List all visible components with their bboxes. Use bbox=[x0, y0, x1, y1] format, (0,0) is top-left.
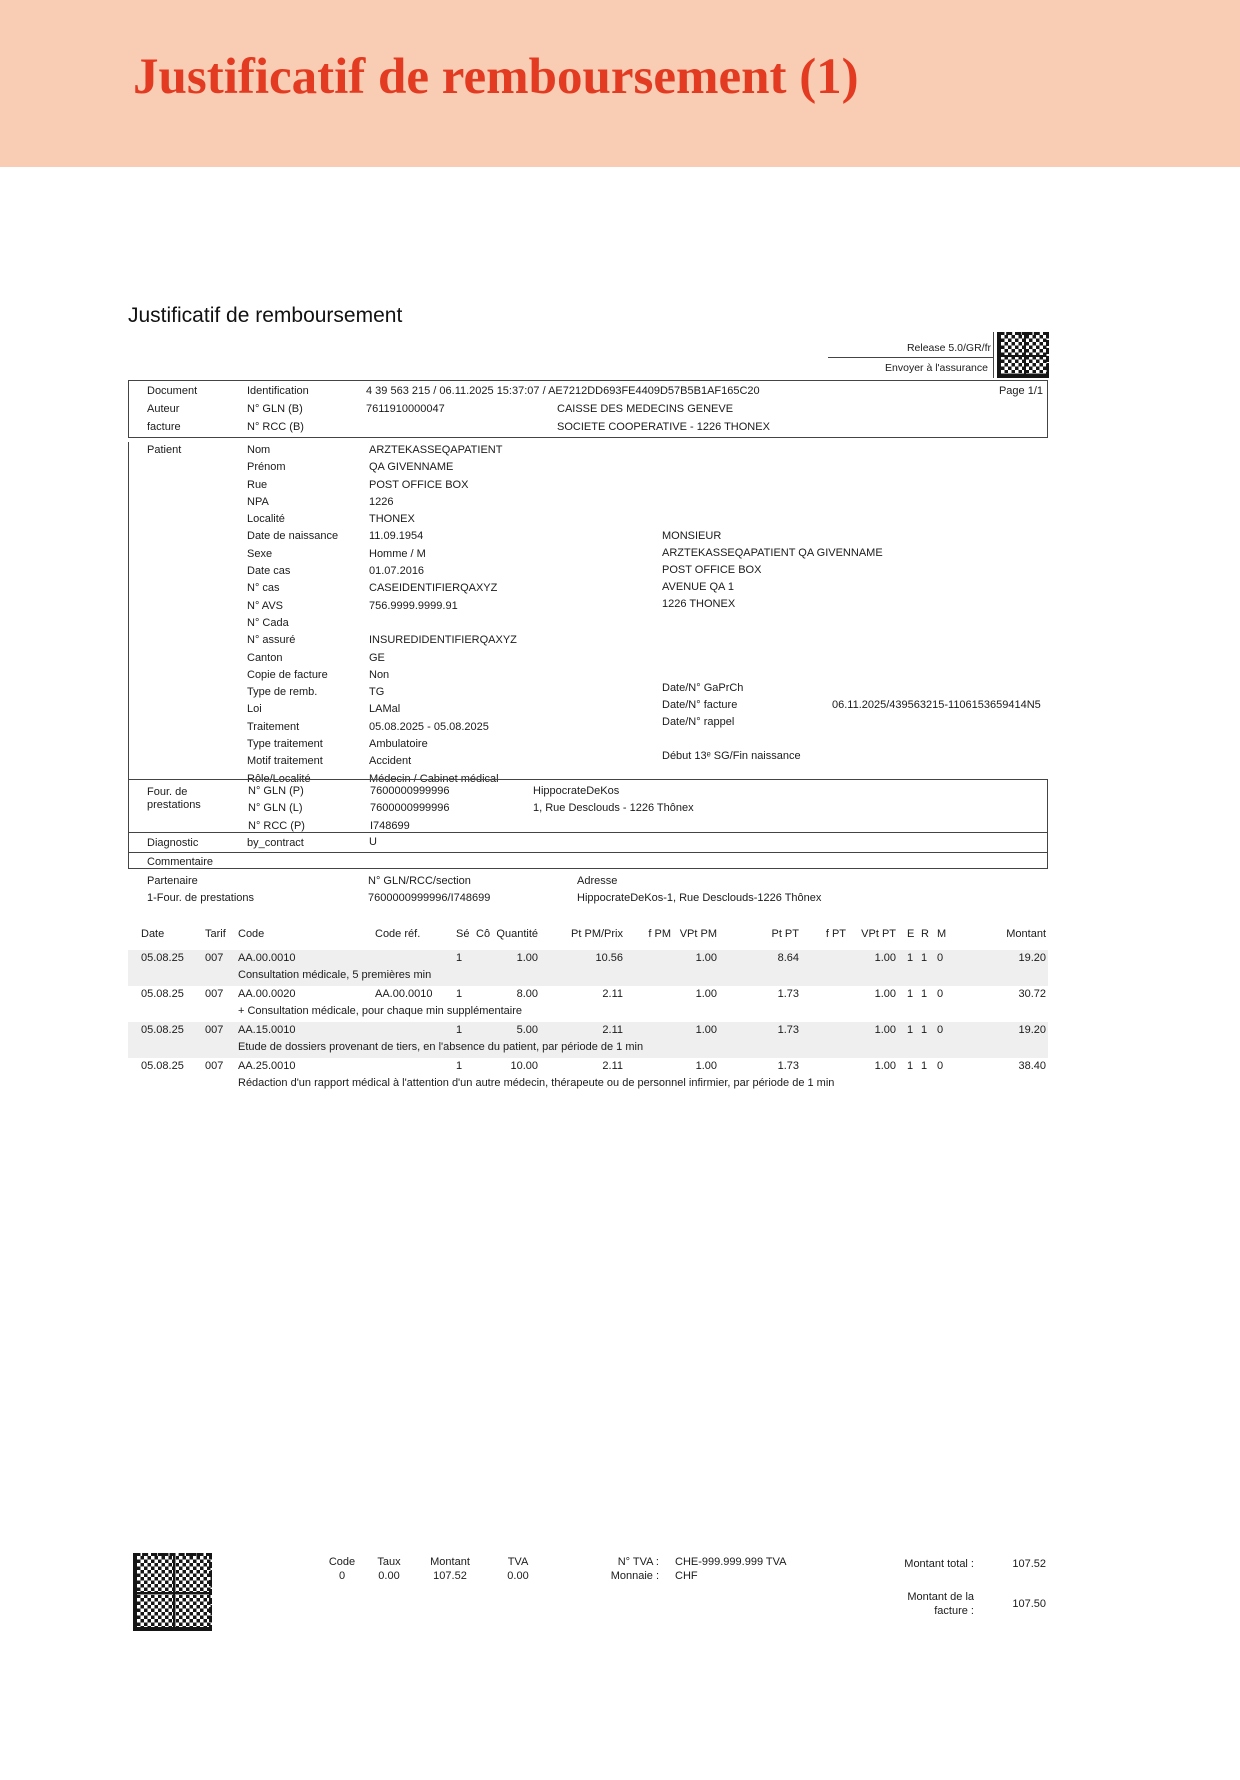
comment-divider-top bbox=[129, 852, 1047, 853]
recipient-name: ARZTEKASSEQAPATIENT QA GIVENNAME bbox=[662, 547, 883, 559]
header-vertical-divider bbox=[993, 332, 994, 378]
comment-label: Commentaire bbox=[147, 856, 214, 868]
services-table-header: Date Tarif Code Code réf. Sé Cô Quantité Pt PM/Prix f PM VPt PM Pt PT f PT VPt PT E R M Montant bbox=[141, 928, 1046, 940]
partner-header: Partenaire bbox=[147, 875, 198, 887]
vat-amount-label: Montant bbox=[430, 1556, 470, 1568]
table-row-values: 05.08.25 007 AA.15.0010 1 5.00 2.11 1.00 1.73 1.00 1 1 0 19.20 bbox=[141, 1024, 1046, 1036]
vat-number-label: N° TVA : bbox=[617, 1556, 659, 1568]
total-value: 107.52 bbox=[1012, 1558, 1046, 1570]
vat-number-value: CHE-999.999.999 TVA bbox=[675, 1556, 787, 1568]
document-id-row: Document Identification 4 39 563 215 / 06.11.2025 15:37:07 / AE7212DD693FE4409D57B5B1AF165C20 Page 1/1 bbox=[147, 385, 1043, 397]
datamatrix-icon bbox=[997, 332, 1049, 378]
table-row-values: 05.08.25 007 AA.25.0010 1 10.00 2.11 1.00 1.73 1.00 1 1 0 38.40 bbox=[141, 1060, 1046, 1072]
diagnostic-type: by_contract bbox=[247, 837, 304, 849]
provider-section-label: Four. de bbox=[147, 786, 188, 798]
patient-field-row: Traitement 05.08.2025 - 05.08.2025 bbox=[247, 720, 489, 733]
recipient-avenue: AVENUE QA 1 bbox=[662, 581, 734, 593]
patient-field-row: Prénom QA GIVENNAME bbox=[247, 461, 454, 474]
partner-gln-header: N° GLN/RCC/section bbox=[368, 875, 471, 887]
vat-tva-value: 0.00 bbox=[507, 1570, 529, 1582]
document-id-rows bbox=[129, 381, 1047, 437]
gaprch-label: Date/N° GaPrCh bbox=[662, 682, 744, 694]
services-table bbox=[128, 926, 1048, 1094]
table-row bbox=[128, 986, 1048, 1022]
vat-amount-column bbox=[415, 1555, 485, 1583]
send-to-insurance-label: Envoyer à l'assurance bbox=[885, 362, 988, 374]
patient-field-row: Nom ARZTEKASSEQAPATIENT bbox=[247, 444, 503, 456]
reminder-date-label: Date/N° rappel bbox=[662, 716, 735, 728]
patient-field-row: Loi LAMal bbox=[247, 703, 401, 716]
vat-rate-value: 0.00 bbox=[378, 1570, 400, 1582]
patient-field-row: NPA 1226 bbox=[247, 495, 394, 508]
total-label: Montant total : bbox=[904, 1558, 974, 1570]
patient-field-row: Sexe Homme / M bbox=[247, 547, 426, 560]
invoice-date-label: Date/N° facture bbox=[662, 699, 738, 711]
recipient-civility: MONSIEUR bbox=[662, 530, 722, 542]
invoice-date-value: 06.11.2025/439563215-1106153659414N5 bbox=[832, 699, 1041, 711]
provider-box bbox=[128, 779, 1048, 869]
patient-field-row: Localité THONEX bbox=[247, 513, 415, 526]
release-label: Release 5.0/GR/fr bbox=[906, 342, 991, 354]
invoice-total-value: 107.50 bbox=[1012, 1598, 1046, 1610]
provider-section-label-2: prestations bbox=[147, 799, 201, 811]
patient-field-row: N° AVS 756.9999.9999.91 bbox=[247, 599, 458, 612]
patient-field-row: Motif traitement Accident bbox=[247, 755, 412, 768]
partner-name: 1-Four. de prestations bbox=[147, 892, 255, 904]
patient-field-row: Date de naissance 11.09.1954 bbox=[247, 530, 424, 543]
document-title: Justificatif de remboursement bbox=[128, 304, 403, 327]
provider-row: N° GLN (L) 7600000999996 1, Rue Desclouds - 1226 Thônex bbox=[248, 802, 694, 815]
patient-field-row: Date cas 01.07.2016 bbox=[247, 565, 425, 578]
partner-gln-value: 7600000999996/I748699 bbox=[368, 892, 491, 904]
recipient-street: POST OFFICE BOX bbox=[662, 564, 762, 576]
patient-field-row: N° cas CASEIDENTIFIERQAXYZ bbox=[247, 582, 498, 595]
partner-address-header: Adresse bbox=[577, 875, 618, 887]
recipient-city: 1226 THONEX bbox=[662, 598, 736, 610]
patient-section-label: Patient bbox=[147, 444, 182, 456]
patient-field-row: N° assuré INSUREDIDENTIFIERQAXYZ bbox=[247, 634, 517, 647]
diagnostic-value: U bbox=[369, 836, 377, 848]
partner-address-value: HippocrateDeKos-1, Rue Desclouds-1226 Thônex bbox=[577, 892, 822, 904]
patient-field-row: Rôle/Localité Médecin / Cabinet médical bbox=[247, 772, 499, 785]
patient-fields bbox=[128, 442, 1048, 788]
patient-field-row: N° Cada bbox=[247, 616, 289, 629]
table-row bbox=[128, 1058, 1048, 1094]
table-row-description: Consultation médicale, 5 premières min bbox=[238, 969, 432, 981]
diagnostic-divider-top bbox=[129, 832, 1047, 833]
document-id-row: facture N° RCC (B) SOCIETE COOPERATIVE - 1226 THONEX bbox=[147, 421, 770, 433]
table-row-description: + Consultation médicale, pour chaque min supplémentaire bbox=[238, 1005, 523, 1017]
invoice-total-labels: Montant de la facture : bbox=[907, 1591, 974, 1617]
patient-field-row: Type de remb. TG bbox=[247, 686, 385, 699]
release-divider bbox=[828, 357, 993, 358]
table-row-description: Etude de dossiers provenant de tiers, en l'absence du patient, par période de 1 min bbox=[238, 1041, 644, 1053]
provider-row: N° RCC (P) I748699 bbox=[248, 819, 410, 832]
table-row bbox=[128, 1022, 1048, 1058]
table-row-description: Rédaction d'un rapport médical à l'attention d'un autre médecin, thérapeute ou de personnel infirmier, par période de 1 min bbox=[238, 1077, 835, 1089]
vat-tva-label: TVA bbox=[507, 1556, 529, 1568]
vat-code-value: 0 bbox=[338, 1570, 346, 1582]
pregnancy-label: Début 13ᵉ SG/Fin naissance bbox=[662, 750, 801, 762]
page-number: Page 1/1 bbox=[998, 385, 1043, 397]
vat-code-label: Code bbox=[328, 1556, 356, 1568]
services-table-body bbox=[128, 950, 1048, 1094]
patient-field-row: Copie de facture Non bbox=[247, 668, 390, 681]
patient-field-row: Canton GE bbox=[247, 651, 385, 664]
page-banner bbox=[0, 0, 1240, 167]
datamatrix-icon bbox=[133, 1553, 212, 1631]
provider-row: N° GLN (P) 7600000999996 HippocrateDeKos bbox=[248, 785, 620, 797]
table-row-values: 05.08.25 007 AA.00.0020 AA.00.0010 1 8.00 2.11 1.00 1.73 1.00 1 1 0 30.72 bbox=[141, 988, 1046, 1000]
table-row-values: 05.08.25 007 AA.00.0010 1 1.00 10.56 1.00 8.64 1.00 1 1 0 19.20 bbox=[141, 952, 1046, 964]
page-title: Justificatif de remboursement (1) bbox=[133, 49, 859, 105]
provider-rows bbox=[129, 783, 1047, 835]
diagnostic-label: Diagnostic bbox=[147, 837, 199, 849]
patient-field-row: Type traitement Ambulatoire bbox=[247, 738, 428, 751]
currency-value: CHF bbox=[675, 1570, 698, 1582]
patient-field-row: Rue POST OFFICE BOX bbox=[247, 478, 469, 491]
vat-amount-value: 107.52 bbox=[433, 1570, 467, 1582]
document-id-row: Auteur N° GLN (B) 7611910000047 CAISSE DES MEDECINS GENEVE bbox=[147, 403, 734, 415]
vat-rate-column bbox=[354, 1555, 424, 1583]
vat-number-labels bbox=[528, 1555, 659, 1583]
table-row bbox=[128, 950, 1048, 986]
document-sheet bbox=[128, 290, 1048, 1710]
vat-number-values bbox=[675, 1555, 787, 1583]
vat-rate-label: Taux bbox=[377, 1556, 401, 1568]
document-id-box bbox=[128, 380, 1048, 438]
currency-label: Monnaie : bbox=[610, 1570, 659, 1582]
